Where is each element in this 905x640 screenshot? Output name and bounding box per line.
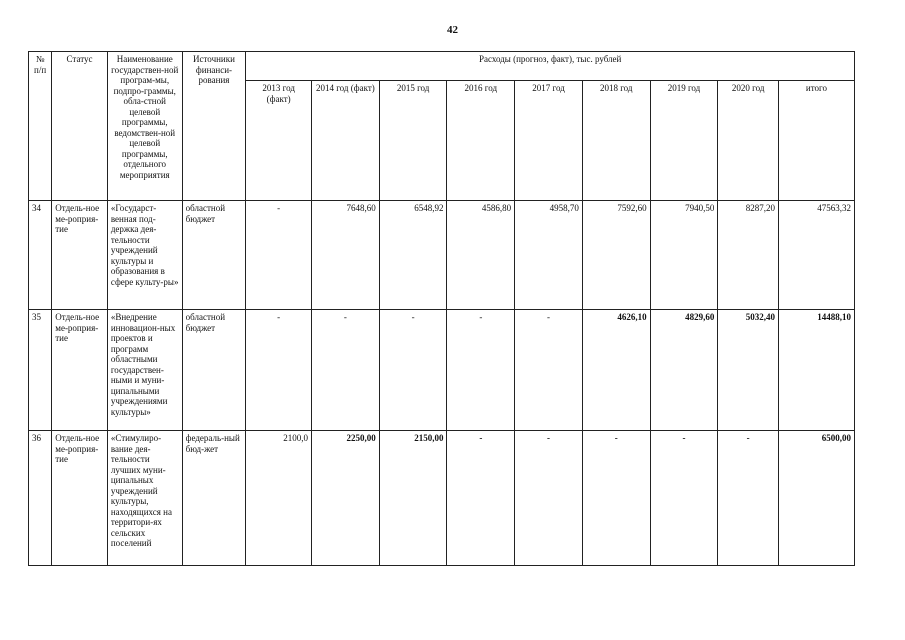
row-value: 7648,60 [312, 201, 380, 310]
row-num: 34 [29, 201, 52, 310]
row-name: «Государст-венная под-держка дея-тельности учреждений культуры и образования в сфере культу-ры» [107, 201, 182, 310]
header-name: Наименование государствен-ной програм-мы, подпро-граммы, обла-стной целевой программы, ведомствен-ной целевой программы, отдельного мероприятия [107, 52, 182, 201]
row-status: Отдель-ное ме-роприя-тие [52, 201, 108, 310]
row-value: 8287,20 [718, 201, 779, 310]
row-value: 7592,60 [582, 201, 650, 310]
year-2016: 2016 год [447, 81, 515, 201]
row-value: - [718, 431, 779, 566]
row-value: 6500,00 [778, 431, 854, 566]
table-row [29, 201, 855, 310]
year-2013: 2013 год (факт) [246, 81, 312, 201]
row-value: 4958,70 [515, 201, 583, 310]
year-2017: 2017 год [515, 81, 583, 201]
table-row [29, 431, 855, 566]
year-2020: 2020 год [718, 81, 779, 201]
row-status: Отдель-ное ме-роприя-тие [52, 310, 108, 431]
header-status: Статус [52, 52, 108, 201]
row-value: 7940,50 [650, 201, 718, 310]
header-row [29, 52, 855, 81]
row-value: - [447, 310, 515, 431]
row-value: 14488,10 [778, 310, 854, 431]
row-num: 35 [29, 310, 52, 431]
row-value: - [246, 310, 312, 431]
row-value: - [312, 310, 380, 431]
row-value: 47563,32 [778, 201, 854, 310]
year-2019: 2019 год [650, 81, 718, 201]
year-2014: 2014 год (факт) [312, 81, 380, 201]
row-source: федераль-ный бюд-жет [182, 431, 246, 566]
row-value: 4829,60 [650, 310, 718, 431]
page-number: 42 [447, 24, 458, 36]
row-value: 2150,00 [379, 431, 447, 566]
row-source: областной бюджет [182, 310, 246, 431]
expenses-table [28, 51, 855, 566]
row-value: - [650, 431, 718, 566]
header-source: Источники финанси-рования [182, 52, 246, 201]
row-value: - [246, 201, 312, 310]
row-source: областной бюджет [182, 201, 246, 310]
row-value: 2100,0 [246, 431, 312, 566]
header-expenses: Расходы (прогноз, факт), тыс. рублей [246, 52, 855, 81]
row-value: - [515, 310, 583, 431]
table-row [29, 310, 855, 431]
row-value: - [582, 431, 650, 566]
row-value: 5032,40 [718, 310, 779, 431]
row-num: 36 [29, 431, 52, 566]
row-value: - [447, 431, 515, 566]
row-value: 4586,80 [447, 201, 515, 310]
row-value: - [379, 310, 447, 431]
header-num: № п/п [29, 52, 52, 201]
year-2015: 2015 год [379, 81, 447, 201]
row-value: 4626,10 [582, 310, 650, 431]
row-value: 2250,00 [312, 431, 380, 566]
year-total: итого [778, 81, 854, 201]
year-2018: 2018 год [582, 81, 650, 201]
row-name: «Стимулиро-вание дея-тельности лучших муни-ципальных учреждений культуры, находящихся на территори-ях сельских поселений [107, 431, 182, 566]
row-status: Отдель-ное ме-роприя-тие [52, 431, 108, 566]
row-value: 6548,92 [379, 201, 447, 310]
row-value: - [515, 431, 583, 566]
row-name: «Внедрение инновацион-ных проектов и программ областными государствен-ными и муни-ципальными учреждениями культуры» [107, 310, 182, 431]
